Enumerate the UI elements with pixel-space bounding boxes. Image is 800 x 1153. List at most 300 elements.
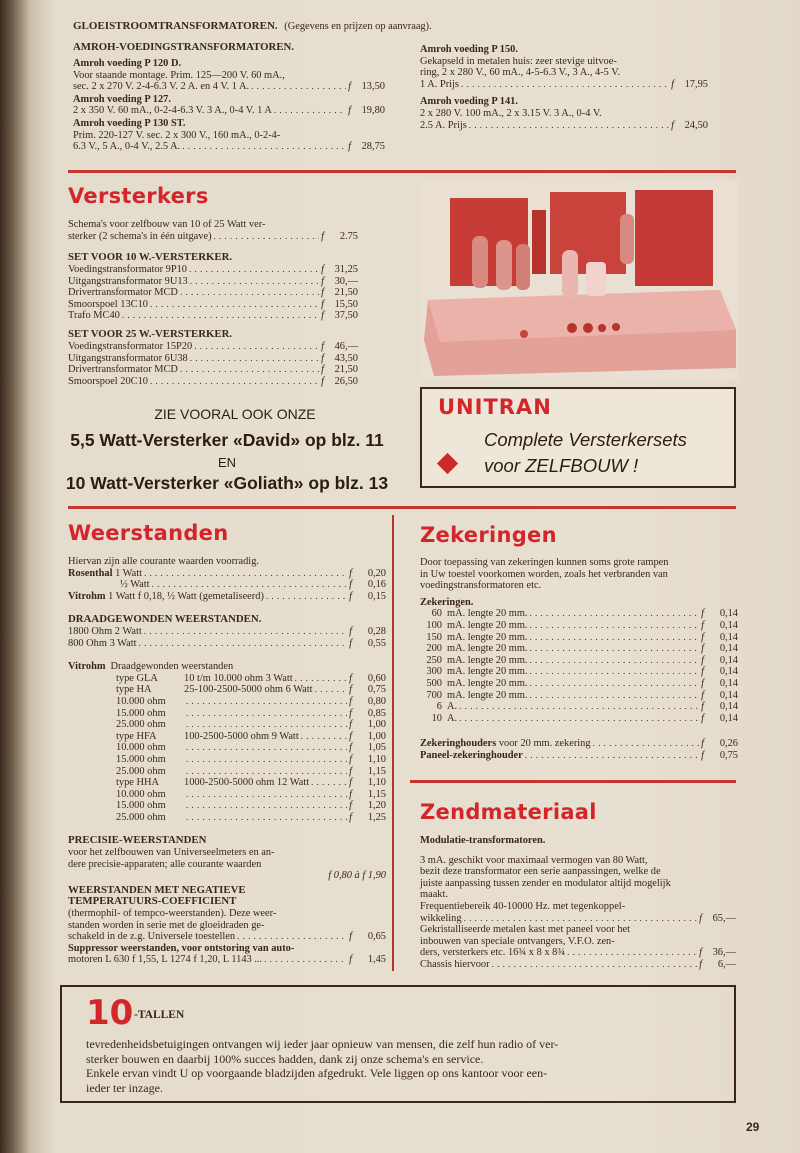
- leader-dots: [186, 696, 347, 708]
- promo-line4: 10 Watt-Versterker «Goliath» op blz. 13: [65, 473, 389, 493]
- leader-dots: [180, 287, 319, 299]
- currency: f: [321, 298, 324, 310]
- zend-line: 3 mA. geschikt voor maximaal vermogen van 80 Watt,: [420, 854, 648, 866]
- column-divider: [392, 515, 394, 971]
- currency: f: [699, 958, 702, 970]
- vitrohm-row: [68, 684, 386, 696]
- leader-dots: [186, 754, 347, 766]
- gloeistroom-heading: GLOEISTROOMTRANSFORMATOREN.: [73, 20, 278, 32]
- amroh-item-name: Amroh voeding P 150.: [420, 44, 518, 55]
- leader-dots: [492, 959, 698, 971]
- currency: f: [349, 590, 352, 602]
- leader-dots: [295, 673, 347, 685]
- item-label: Uitgangstransformator 6U38: [68, 352, 188, 364]
- vitrohm-row: [68, 696, 386, 708]
- page-number: 29: [746, 1120, 760, 1134]
- leader-dots: [144, 626, 347, 638]
- draad-row: [68, 626, 386, 638]
- leader-dots: [530, 643, 700, 655]
- currency: f: [349, 567, 352, 579]
- amroh-right-column: [420, 44, 708, 131]
- currency: f: [321, 352, 324, 364]
- zekering-row: [420, 678, 738, 690]
- currency: f: [671, 119, 674, 131]
- price: 1,20: [367, 800, 386, 812]
- divider-top: [68, 170, 736, 173]
- leader-dots: [186, 812, 347, 824]
- tallen-line: ieder ter inzage.: [86, 1080, 163, 1095]
- price: 30,—: [334, 275, 358, 287]
- ntc-line: standen worden in serie met de gloeidraden ge-: [68, 919, 265, 931]
- price: 0,80: [367, 695, 386, 707]
- price: 1,10: [367, 753, 386, 765]
- item-label: type HFA: [116, 730, 157, 742]
- suppressor-title: Suppressor weerstanden, voor ontstoring van auto-: [68, 942, 295, 954]
- zekering-row: [420, 608, 738, 620]
- zend-line: Frequentiebereik 40-10000 Hz. met tegenkoppel-: [420, 900, 626, 912]
- zend-line: juiste aanpassing tussen zender en modulator altijd mogelijk: [420, 877, 671, 889]
- leader-dots: [311, 777, 347, 789]
- set-item-row: [68, 299, 358, 311]
- versterkers-intro-price-row: [68, 231, 358, 243]
- item-label: 1800 Ohm 2 Watt: [68, 625, 142, 637]
- leader-dots: [194, 341, 319, 353]
- price: 1,00: [367, 719, 386, 731]
- zekering-amount: 500: [426, 677, 442, 689]
- vitrohm-row: [68, 742, 386, 754]
- set-item-row: [68, 287, 358, 299]
- zekeringen-title: Zekeringen: [420, 523, 557, 547]
- currency: f: [349, 672, 352, 684]
- price: 0,14: [719, 701, 738, 713]
- leader-dots: [190, 353, 319, 365]
- item-label: Vitrohm 1 Watt f 0,18, ½ Watt (gemetaliseerd): [68, 590, 264, 602]
- leader-dots: [237, 931, 347, 943]
- leader-dots: [464, 913, 698, 925]
- currency: f: [321, 287, 324, 299]
- set-item-row: [68, 364, 358, 376]
- vitrohm-heading: [68, 661, 386, 673]
- versterkers-title: Versterkers: [68, 184, 209, 208]
- currency: f: [349, 753, 352, 765]
- zekering-spec: mA. lengte 20 mm.: [447, 608, 528, 620]
- zekering-amount: 250: [426, 654, 442, 666]
- item-label: type GLA: [116, 672, 158, 684]
- tallen-line: tevredenheidsbetuigingen ontvangen wij ieder jaar opnieuw van mensen, die zelf hun radio of ver-: [86, 1037, 559, 1051]
- price: 0,85: [367, 707, 386, 719]
- zekering-row: [420, 632, 738, 644]
- currency: f: [349, 811, 352, 823]
- price: 0,20: [367, 567, 386, 579]
- leader-dots: [186, 766, 347, 778]
- leader-dots: [152, 579, 348, 591]
- unitran-line2: voor ZELFBOUW !: [484, 455, 639, 476]
- tallen-line: sterker bouwen en daarbij 100% succes hadden, dank zij onze schema's en service.: [86, 1051, 484, 1066]
- item-label: Rosenthal 1 Watt: [68, 567, 143, 579]
- item-label: 15.000 ohm: [116, 753, 166, 765]
- zekering-spec: mA. lengte 20 mm.: [447, 689, 528, 701]
- draad-title: DRAADGEWONDEN WEERSTANDEN.: [68, 613, 262, 626]
- item-label: 15.000 ohm: [116, 707, 166, 719]
- price: 0,14: [719, 619, 738, 631]
- tallen-box: [60, 985, 736, 1103]
- zekering-amount: 200: [426, 643, 442, 655]
- vitrohm-row: [68, 777, 386, 789]
- item-label: Drivertransformator MCD: [68, 364, 178, 376]
- price: 13,50: [361, 81, 385, 93]
- item-label: type HA: [116, 684, 152, 696]
- vitrohm-row: [68, 766, 386, 778]
- weerstand-row: [68, 568, 386, 580]
- item-label: Smoorspoel 13C10: [68, 298, 148, 310]
- price: 65,—: [712, 912, 736, 924]
- amroh-price-row: [73, 105, 385, 117]
- weerstanden-body: [68, 556, 386, 966]
- precisie-line: voor het zelfbouwen van Universeelmeters en an-: [68, 847, 275, 859]
- price: 37,50: [334, 310, 358, 322]
- tallen-big-number: 10: [86, 993, 134, 1033]
- leader-dots: [150, 376, 319, 388]
- currency: f: [349, 800, 352, 812]
- amplifier-photo: [420, 180, 738, 380]
- currency: f: [349, 931, 352, 943]
- price: 24,50: [684, 119, 708, 131]
- item-label: ders, versterkers etc. 16¾ x 8 x 8¾: [420, 947, 566, 959]
- currency: f: [701, 689, 704, 701]
- zekering-amount: 100: [426, 619, 442, 631]
- currency: f: [671, 78, 674, 90]
- vitrohm-brand: Vitrohm: [68, 661, 106, 673]
- zekering-row: [420, 643, 738, 655]
- vitrohm-row: [68, 754, 386, 766]
- leader-dots: [150, 299, 319, 311]
- price: 0,60: [367, 672, 386, 684]
- zendmateriaal-body: [420, 835, 736, 971]
- amroh-item-name: Amroh voeding P 141.: [420, 96, 518, 108]
- price: 0,75: [367, 684, 386, 696]
- top-heading-line: [73, 21, 432, 33]
- ntc-line: (thermophil- of tempco-weerstanden). Deze weer-: [68, 908, 277, 920]
- promo-line1: ZIE VOORAL OOK ONZE: [154, 406, 316, 422]
- currency: f: [321, 375, 324, 387]
- price: 0,14: [719, 654, 738, 666]
- price: 0,65: [367, 931, 386, 943]
- item-label: Trafo MC40: [68, 310, 120, 322]
- leader-dots: [530, 678, 700, 690]
- zekering-row: [420, 620, 738, 632]
- set-item-row: [68, 310, 358, 322]
- precisie-line: dere precisie-apparaten; alle courante waarden: [68, 858, 262, 870]
- amroh-left-column: [73, 58, 385, 153]
- currency: f: [349, 777, 352, 789]
- price: 28,75: [361, 141, 385, 153]
- set-item-row: [68, 341, 358, 353]
- price: 1,10: [367, 777, 386, 789]
- zekeringen-body: [420, 557, 738, 762]
- currency: f: [701, 619, 704, 631]
- zend-price-row: [420, 959, 736, 971]
- price: 31,25: [334, 264, 358, 275]
- currency: f: [348, 141, 351, 153]
- zekering-spec: A.: [447, 701, 458, 713]
- leader-dots: [459, 701, 699, 713]
- currency: f: [349, 707, 352, 719]
- leader-dots: [593, 738, 700, 750]
- versterkers-intro-line: Schema's voor zelfbouw van 10 of 25 Watt ver-: [68, 219, 266, 230]
- price: 26,50: [334, 375, 358, 387]
- item-label: Zekeringhouders voor 20 mm. zekering: [420, 738, 591, 750]
- zekering-row: [420, 701, 738, 713]
- zekering-spec: mA. lengte 20 mm.: [447, 666, 528, 678]
- item-label: 25.000 ohm: [116, 811, 166, 823]
- price: 0,75: [719, 749, 738, 761]
- ntc-price-row: [68, 931, 386, 943]
- currency: f: [701, 608, 704, 620]
- amroh-item: [73, 94, 385, 117]
- price: 0,14: [719, 608, 738, 620]
- leader-dots: [301, 731, 347, 743]
- zekering-amount: 10: [431, 712, 442, 724]
- amroh-item-spec: Voor staande montage. Prim. 125—200 V. 60 mA.,: [73, 69, 285, 81]
- amroh-item-spec: 2 x 280 V. 100 mA., 2 x 3.15 V. 3 A., 0-4 V.: [420, 107, 602, 119]
- price: 1,00: [367, 730, 386, 742]
- price: 1,25: [367, 811, 386, 823]
- item-label: Smoorspoel 20C10: [68, 375, 148, 387]
- currency: f: [701, 666, 704, 678]
- amroh-item-spec: Gekapseld in metalen huis: zeer stevige uitvoe-: [420, 55, 617, 67]
- item-label: wikkeling: [420, 912, 462, 924]
- leader-dots: [264, 954, 347, 966]
- suppressor-price-row: [68, 954, 386, 966]
- zekering-amount: 150: [426, 631, 442, 643]
- currency: f: [349, 730, 352, 742]
- set10-list: [68, 264, 358, 322]
- draad-row: [68, 638, 386, 650]
- leader-dots: [459, 713, 699, 725]
- item-label: 15.000 ohm: [116, 800, 166, 812]
- leader-dots: [315, 684, 348, 696]
- leader-dots: [274, 105, 346, 117]
- amroh-price-row: [73, 141, 385, 153]
- zekering-amount: 6: [436, 701, 442, 713]
- item-spec: 10 t/m 10.000 ohm 3 Watt: [184, 672, 293, 684]
- currency: f: [349, 684, 352, 696]
- vitrohm-row: [68, 800, 386, 812]
- currency: f: [349, 579, 352, 591]
- leader-dots: [190, 276, 319, 288]
- currency: f: [321, 341, 324, 352]
- zekeringen-intro: Door toepassing van zekeringen kunnen soms grote rampen: [420, 557, 669, 568]
- currency: f: [699, 947, 702, 959]
- zekering-row: [420, 690, 738, 702]
- currency: f: [321, 264, 324, 275]
- item-label: sec. 2 x 270 V. 2-4-6.3 V. 2 A. en 4 V. 1 A.: [73, 81, 250, 93]
- zekering-amount: 60: [431, 608, 442, 620]
- price: 0,15: [367, 590, 386, 602]
- set25-title: SET VOOR 25 W.-VERSTERKER.: [68, 328, 233, 340]
- price: 36,—: [712, 947, 736, 959]
- zend-line: bezit deze transformator een serie aanpassingen, welke de: [420, 866, 661, 878]
- weerstand-row: [68, 579, 386, 591]
- currency: f: [701, 738, 704, 750]
- amroh-item: [73, 58, 385, 93]
- vitrohm-row: [68, 789, 386, 801]
- zekering-spec: mA. lengte 20 mm.: [447, 631, 528, 643]
- item-label: ½ Watt: [120, 579, 150, 591]
- price: 0,14: [719, 689, 738, 701]
- currency: f: [701, 654, 704, 666]
- currency: f: [349, 637, 352, 649]
- leader-dots: [530, 608, 700, 620]
- zekering-row: [420, 655, 738, 667]
- price: 46,—: [334, 341, 358, 352]
- set-item-row: [68, 264, 358, 276]
- gloeistroom-note: (Gegevens en prijzen op aanvraag).: [284, 21, 432, 32]
- item-label: Voedingstransformator 9P10: [68, 264, 187, 275]
- currency: f: [349, 695, 352, 707]
- item-label: 10.000 ohm: [116, 742, 166, 754]
- leader-dots: [186, 742, 347, 754]
- item-label: 800 Ohm 3 Watt: [68, 637, 137, 649]
- price: 0,16: [367, 579, 386, 591]
- amroh-price-row: [420, 120, 708, 132]
- currency: f: [701, 749, 704, 761]
- versterkers-intro-last: sterker (2 schema's in één uitgave): [68, 230, 212, 242]
- item-label: Drivertransformator MCD: [68, 287, 178, 299]
- price: 19,80: [361, 105, 385, 117]
- price: 15,50: [334, 298, 358, 310]
- item-label: Paneel-zekeringhouder: [420, 749, 523, 761]
- currency: f: [349, 719, 352, 731]
- zend-price-row: [420, 913, 736, 925]
- tallen-suffix: -TALLEN: [134, 1009, 185, 1021]
- currency: f: [349, 765, 352, 777]
- amroh-item: [420, 44, 708, 90]
- zend-line: maakt.: [420, 889, 448, 901]
- amroh-price-row: [420, 79, 708, 91]
- divider-zend: [410, 780, 736, 783]
- price: 0,14: [719, 677, 738, 689]
- leader-dots: [180, 364, 319, 376]
- currency: f: [321, 230, 324, 242]
- price: 21,50: [334, 287, 358, 299]
- zend-line: Gekristalliseerde metalen kast met paneel voor het: [420, 924, 631, 936]
- price: 6,—: [717, 958, 736, 970]
- unitran-brand: UNITRAN: [438, 395, 552, 419]
- currency: f: [348, 81, 351, 93]
- amroh-item: [420, 96, 708, 131]
- currency: f: [349, 954, 352, 966]
- price: 2.75: [339, 230, 358, 242]
- unitran-ad: [420, 387, 736, 488]
- versterkers-intro: [68, 219, 358, 242]
- vitrohm-row: [68, 812, 386, 824]
- item-label: 10.000 ohm: [116, 788, 166, 800]
- precisie-title: PRECISIE-WEERSTANDEN: [68, 834, 207, 847]
- amroh-item-name: Amroh voeding P 127.: [73, 93, 171, 105]
- precisie-price: f 0,80 à f 1,90: [328, 870, 386, 882]
- leader-dots: [567, 947, 697, 959]
- leader-dots: [144, 568, 347, 580]
- item-label: schakeld in de z.g. Universele toestellen: [68, 931, 236, 943]
- panel-row: [420, 750, 738, 762]
- item-label: 10.000 ohm: [116, 695, 166, 707]
- zekering-spec: mA. lengte 20 mm.: [447, 677, 528, 689]
- set-item-row: [68, 353, 358, 365]
- zekeringen-sub: Zekeringen.: [420, 596, 474, 608]
- leader-dots: [525, 750, 699, 762]
- currency: f: [348, 105, 351, 117]
- weerstanden-intro: Hiervan zijn alle courante waarden voorradig.: [68, 556, 259, 567]
- price: 0,55: [367, 637, 386, 649]
- currency: f: [701, 701, 704, 713]
- price: 1,45: [367, 954, 386, 966]
- price: 1,15: [367, 788, 386, 800]
- zekering-row: [420, 666, 738, 678]
- leader-dots: [186, 789, 347, 801]
- zekering-spec: mA. lengte 20 mm.: [447, 643, 528, 655]
- currency: f: [699, 912, 702, 924]
- zekering-amount: 700: [426, 689, 442, 701]
- leader-dots: [530, 655, 700, 667]
- price: 0,14: [719, 643, 738, 655]
- leader-dots: [461, 79, 669, 91]
- leader-dots: [530, 632, 700, 644]
- diamond-bullet-icon: [437, 453, 458, 474]
- zekering-amount: 300: [426, 666, 442, 678]
- ntc-title: TEMPERATUURS-COEFFICIENT: [68, 895, 237, 908]
- zekeringen-intro: voedingstransformatoren etc.: [420, 580, 542, 592]
- currency: f: [321, 310, 324, 322]
- item-label: 25.000 ohm: [116, 719, 166, 731]
- zekering-row: [420, 713, 738, 725]
- set-item-row: [68, 276, 358, 288]
- item-label: type HHA: [116, 777, 159, 789]
- currency: f: [701, 631, 704, 643]
- price: 43,50: [334, 352, 358, 364]
- zekering-spec: mA. lengte 20 mm.: [447, 654, 528, 666]
- leader-dots: [182, 141, 346, 153]
- item-label: 2 x 350 V. 60 mA., 0-2-4-6.3 V. 3 A., 0-4 V. 1 A: [73, 105, 272, 117]
- ntc-title: WEERSTANDEN MET NEGATIEVE: [68, 883, 246, 896]
- item-spec: 25-100-2500-5000 ohm 6 Watt: [184, 684, 313, 696]
- currency: f: [701, 643, 704, 655]
- zend-price-row: [420, 947, 736, 959]
- vitrohm-desc: Draadgewonden weerstanden: [110, 661, 234, 673]
- set-item-row: [68, 376, 358, 388]
- amroh-item: [73, 118, 385, 153]
- price: 0,28: [367, 625, 386, 637]
- amroh-price-row: [73, 81, 385, 93]
- zend-line: inbouwen van speciale ontvangers, V.F.O. zen-: [420, 935, 615, 947]
- item-label: 25.000 ohm: [116, 765, 166, 777]
- leader-dots: [186, 800, 347, 812]
- tallen-text: [86, 1037, 558, 1095]
- currency: f: [321, 275, 324, 287]
- price: 0,14: [719, 631, 738, 643]
- currency: f: [321, 364, 324, 376]
- zekeringen-intro: in Uw toestel voorkomen worden, zoals het verbranden van: [420, 568, 668, 580]
- amroh-item-name: Amroh voeding P 120 D.: [73, 58, 182, 69]
- currency: f: [349, 742, 352, 754]
- weerstand-row: [68, 591, 386, 603]
- price: 0,14: [719, 666, 738, 678]
- leader-dots: [186, 708, 347, 720]
- leader-dots: [189, 264, 319, 276]
- vitrohm-row: [68, 719, 386, 731]
- zekering-spec: mA. lengte 20 mm.: [447, 619, 528, 631]
- item-spec: 1000-2500-5000 ohm 12 Watt: [184, 777, 310, 789]
